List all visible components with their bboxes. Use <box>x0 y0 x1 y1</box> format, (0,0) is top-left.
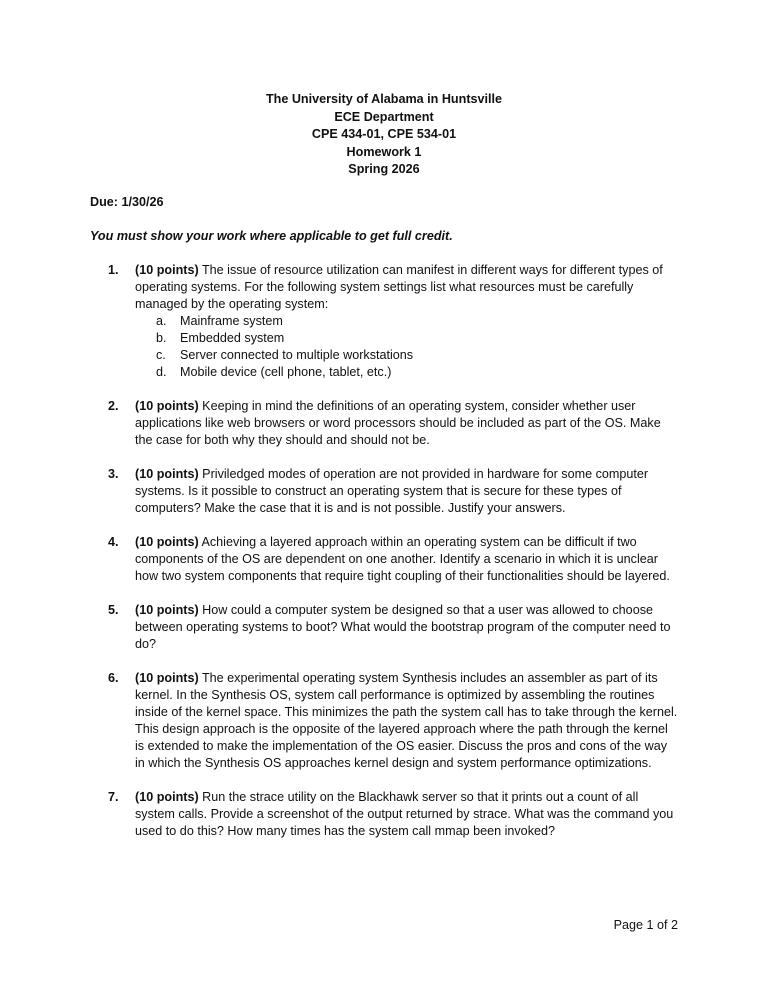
sub-question-text: Mainframe system <box>180 314 283 328</box>
question-points: (10 points) <box>135 603 199 617</box>
question-text: Achieving a layered approach within an operating system can be difficult if two components of the OS are dependent on one another. Identify a scenario in which it is unclear how two system components that require tight coupling of their functionalities should be layered. <box>135 535 670 583</box>
question-number: 7. <box>108 790 119 804</box>
sub-question-text: Server connected to multiple workstations <box>180 348 414 362</box>
question-list <box>108 262 678 857</box>
question-item <box>108 789 678 840</box>
question-text: Priviledged modes of operation are not provided in hardware for some computer systems. Is it possible to construct an operating system that is secure for these types of computers? Make the case that it is and is not possible. Justify your answers. <box>135 467 649 515</box>
question-points: (10 points) <box>135 467 199 481</box>
term: Spring 2026 <box>348 162 420 176</box>
question-points: (10 points) <box>135 790 199 804</box>
question-points: (10 points) <box>135 399 199 413</box>
question-text: The experimental operating system Synthesis includes an assembler as part of its kernel. In the Synthesis OS, system call performance is optimized by assembling the routines inside of the kernel space. This minimizes the path the system call has to take through the kernel. This design approach is the opposite of the layered approach where the path through the kernel is extended to make the implementation of the OS easier. Discuss the pros and cons of the way in which the Synthesis OS approaches kernel design and system performance optimizations. <box>135 671 678 770</box>
sub-question-item <box>156 313 678 330</box>
question-points: (10 points) <box>135 671 199 685</box>
question-item <box>108 262 678 381</box>
sub-question-item <box>156 364 678 381</box>
sub-question-text: Mobile device (cell phone, tablet, etc.) <box>180 365 392 379</box>
sub-question-item <box>156 330 678 347</box>
question-number: 6. <box>108 671 119 685</box>
university-name: The University of Alabama in Huntsville <box>265 92 503 106</box>
question-number: 2. <box>108 399 119 413</box>
department-name: ECE Department <box>334 109 434 124</box>
question-number: 3. <box>108 467 119 481</box>
question-item <box>108 534 678 585</box>
question-number: 4. <box>108 535 119 549</box>
assignment-title: Homework 1 <box>346 144 422 159</box>
question-points: (10 points) <box>135 263 199 277</box>
question-text: The issue of resource utilization can manifest in different ways for different types of operating systems. For the following system settings list what resources must be carefully managed by the operating system: <box>135 263 663 311</box>
sub-question-letter: b. <box>156 331 167 345</box>
sub-question-list <box>135 313 678 381</box>
question-text: Run the strace utility on the Blackhawk server so that it prints out a count of all system calls. Provide a screenshot of the output returned by strace. What was the command you used to do this? How many times has the system call mmap been invoked? <box>135 790 674 838</box>
sub-question-letter: c. <box>156 348 166 362</box>
question-text: How could a computer system be designed so that a user was allowed to choose between operating systems to boot? What would the bootstrap program of the computer need to do? <box>135 603 671 651</box>
question-points: (10 points) <box>135 535 199 549</box>
question-number: 5. <box>108 603 119 617</box>
question-number: 1. <box>108 263 119 277</box>
sub-question-letter: d. <box>156 365 167 379</box>
question-item <box>108 398 678 449</box>
question-text: Keeping in mind the definitions of an operating system, consider whether user applications like web browsers or word processors should be included as part of the OS. Make the case for both why they should and should not be. <box>135 399 661 447</box>
page-number: Page 1 of 2 <box>613 918 678 932</box>
sub-question-text: Embedded system <box>180 331 285 345</box>
question-item <box>108 602 678 653</box>
sub-question-letter: a. <box>156 314 167 328</box>
course-codes: CPE 434-01, CPE 534-01 <box>311 127 457 141</box>
due-date: Due: 1/30/26 <box>90 195 164 209</box>
document-header <box>0 91 768 179</box>
question-item <box>108 670 678 772</box>
question-item <box>108 466 678 517</box>
sub-question-item <box>156 347 678 364</box>
instructions-note: You must show your work where applicable to get full credit. <box>90 229 453 243</box>
